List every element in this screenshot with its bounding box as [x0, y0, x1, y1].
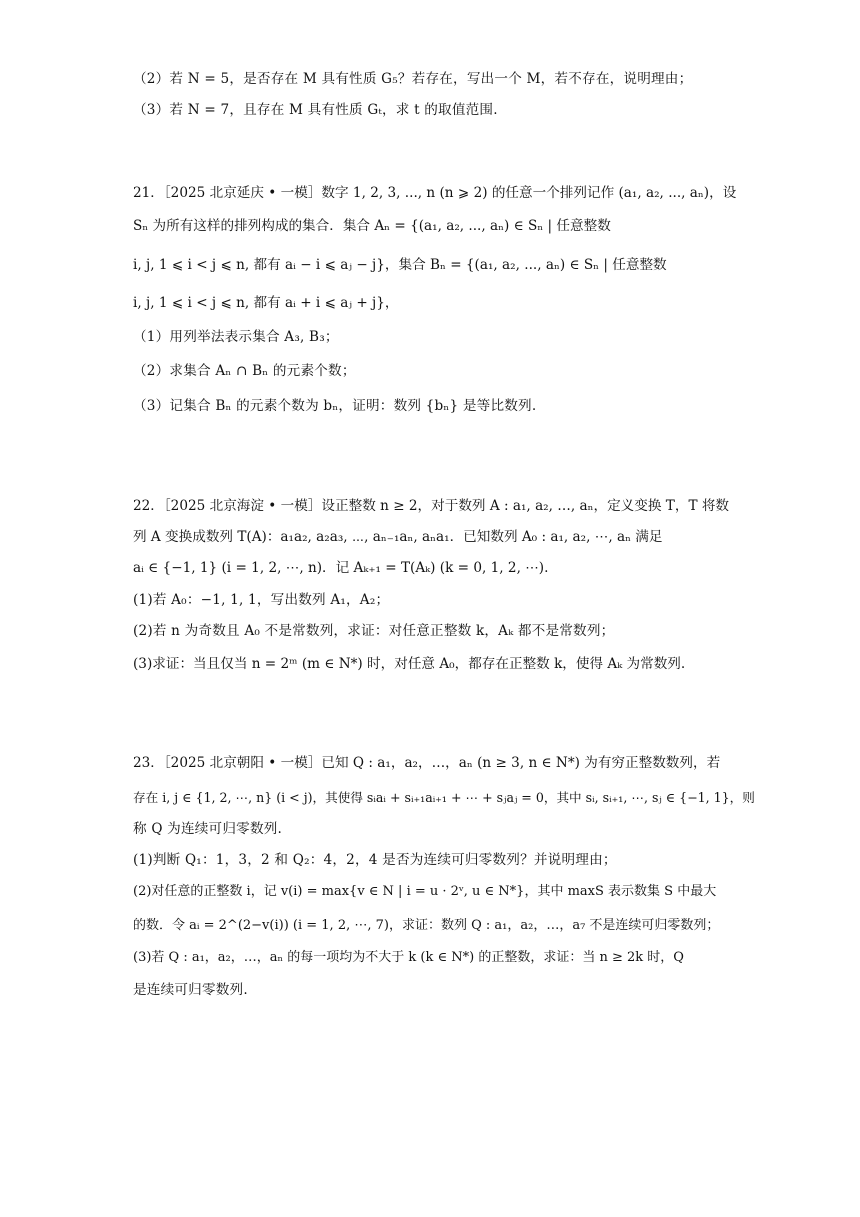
q23-stem-line1: 23．［2025 北京朝阳 • 一模］已知 Q : a₁，a₂，…，aₙ (n ≥ 3, n ∈ N*) 为有穷正整数数列，若	[133, 755, 721, 771]
q21-part2: （2）求集合 Aₙ ∩ Bₙ 的元素个数；	[133, 363, 356, 379]
q22-stem-line2: 列 A 变换成数列 T(A)：a₁a₂, a₂a₃, ⋯, aₙ₋₁aₙ, aₙa₁．已知数列 A₀ : a₁, a₂, ⋯, aₙ 满足	[133, 529, 663, 545]
q22-stem-line3: aᵢ ∈ {−1, 1} (i = 1, 2, ⋯, n)．记 Aₖ₊₁ = T(Aₖ) (k = 0, 1, 2, ⋯).	[133, 560, 549, 576]
q21-stem-line1: 21．［2025 北京延庆 • 一模］数字 1, 2, 3, ..., n (n ⩾ 2) 的任意一个排列记作 (a₁, a₂, ..., aₙ)，设	[133, 185, 737, 201]
q21-stem-line3: i, j, 1 ⩽ i < j ⩽ n, 都有 aᵢ − i ⩽ aⱼ − j}，集合 Bₙ = {(a₁, a₂, ..., aₙ) ∈ Sₙ | 任意整数	[133, 257, 667, 273]
q22-part1: (1)若 A₀：−1, 1, 1，写出数列 A₁，A₂；	[133, 592, 390, 608]
q22-part3: (3)求证：当且仅当 n = 2ᵐ (m ∈ N*) 时，对任意 A₀，都存在正整数 k，使得 Aₖ 为常数列.	[133, 656, 686, 672]
q23-stem-line3: 称 Q 为连续可归零数列.	[133, 821, 283, 837]
q21-stem-line4: i, j, 1 ⩽ i < j ⩽ n, 都有 aᵢ + i ⩽ aⱼ + j}，	[133, 295, 399, 311]
q22-part2: (2)若 n 为奇数且 A₀ 不是常数列，求证：对任意正整数 k，Aₖ 都不是常数列；	[133, 623, 615, 639]
q23-part1: (1)判断 Q₁：1，3，2 和 Q₂：4，2，4 是否为连续可归零数列？并说明理由；	[133, 852, 617, 868]
q23-part2-line1: (2)对任意的正整数 i，记 v(i) = max{v ∈ N | i = u · 2ᵛ, u ∈ N*}，其中 maxS 表示数集 S 中最大	[133, 884, 717, 899]
q22-stem-line1: 22．［2025 北京海淀 • 一模］设正整数 n ≥ 2，对于数列 A : a₁, a₂, …, aₙ，定义变换 T，T 将数	[133, 498, 730, 514]
q23-part3-line1: (3)若 Q : a₁，a₂，…，aₙ 的每一项均为不大于 k (k ∈ N*) 的正整数，求证：当 n ≥ 2k 时，Q	[133, 950, 684, 965]
q21-stem-line2: Sₙ 为所有这样的排列构成的集合．集合 Aₙ = {(a₁, a₂, ..., aₙ) ∈ Sₙ | 任意整数	[133, 218, 611, 234]
q23-stem-line2: 存在 i, j ∈ {1, 2, ⋯, n} (i < j)，其使得 sᵢaᵢ + sᵢ₊₁aᵢ₊₁ + ⋯ + sⱼaⱼ = 0，其中 sᵢ, sᵢ₊₁, ⋯, sⱼ ∈ {−1, 1}，则	[133, 790, 755, 805]
q20-part2: （2）若 N = 5，是否存在 M 具有性质 G₅？若存在，写出一个 M，若不存在，说明理由；	[133, 71, 693, 87]
q21-part1: （1）用列举法表示集合 A₃, B₃；	[133, 329, 339, 345]
q23-part2-line2: 的数．令 aᵢ = 2^(2−v(i)) (i = 1, 2, ⋯, 7)，求证：数列 Q : a₁，a₂，…，a₇ 不是连续可归零数列；	[133, 918, 720, 933]
q21-part3: （3）记集合 Bₙ 的元素个数为 bₙ，证明：数列 {bₙ} 是等比数列.	[133, 398, 537, 414]
q20-part3: （3）若 N = 7，且存在 M 具有性质 Gₜ，求 t 的取值范围.	[133, 102, 498, 118]
q23-part3-line2: 是连续可归零数列.	[133, 982, 248, 998]
